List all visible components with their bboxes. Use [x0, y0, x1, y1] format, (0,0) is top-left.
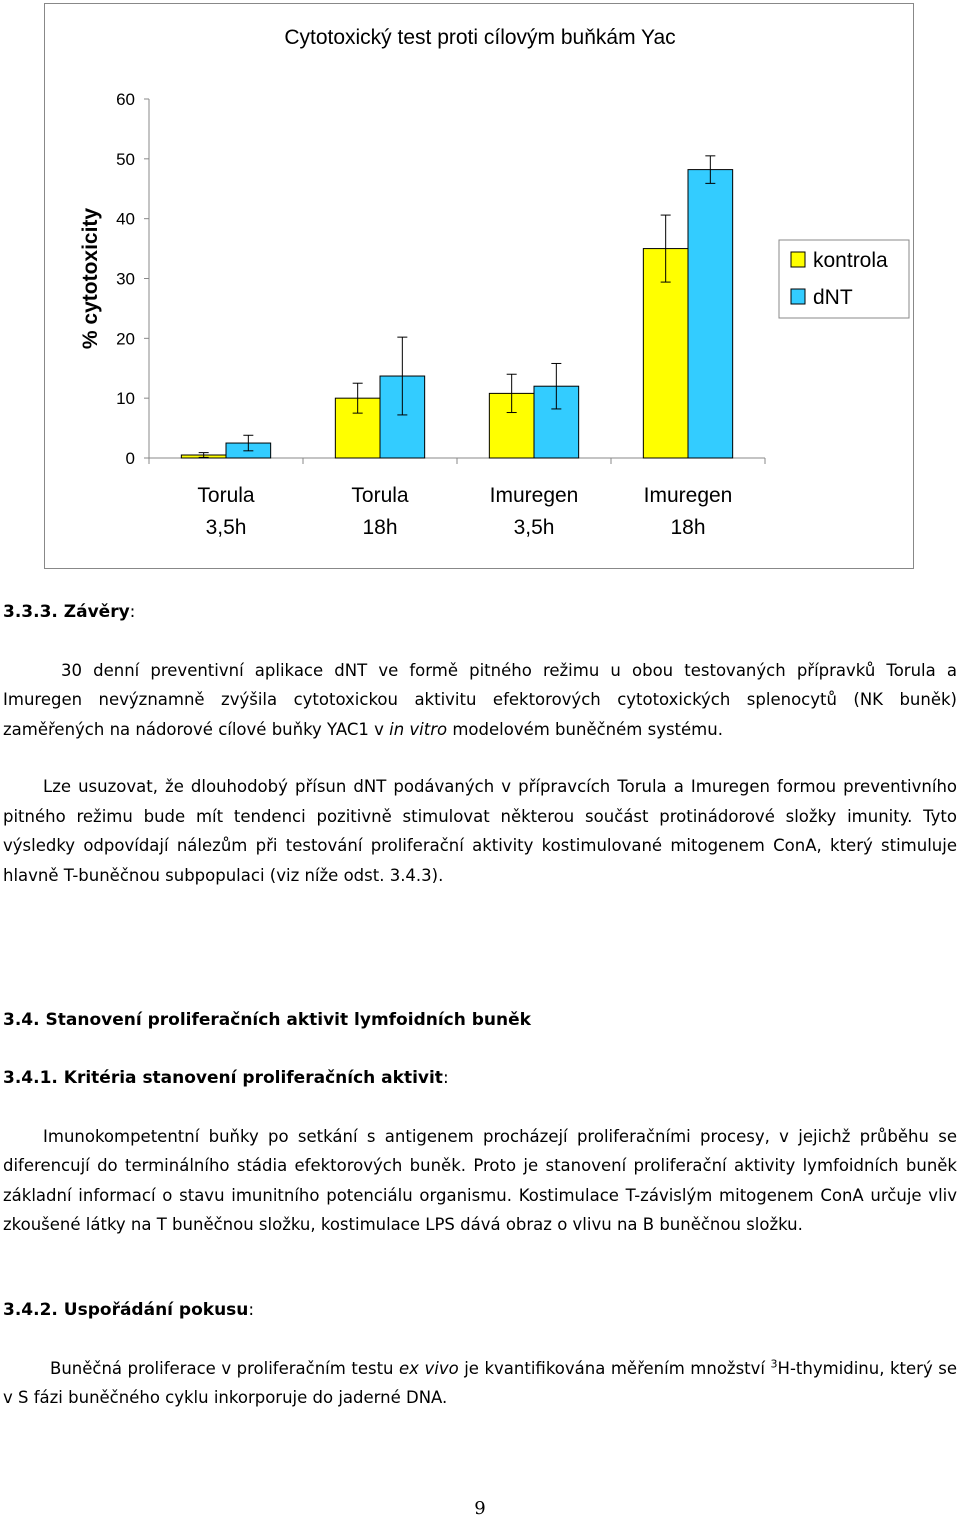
heading-number: 3.4. — [3, 1010, 40, 1030]
x-tick-label: 18h — [362, 516, 398, 539]
chart-frame — [44, 3, 914, 569]
page-number: 9 — [474, 1498, 486, 1519]
x-tick-label: 18h — [670, 516, 706, 539]
italic-run: ex vivo — [399, 1358, 459, 1378]
chart-title: Cytotoxický test proti cílovým buňkám Yac — [284, 26, 676, 49]
y-axis-label: % cytotoxicity — [79, 207, 102, 350]
paragraph-zavery-1 — [3, 656, 957, 745]
paragraph-3-4-1: Imunokompetentní buňky po setkání s antigenem procházejí proliferačními procesy, v jejichž průběhu se diferencují do terminálního stádia efektorových buněk. Proto je stanovení proliferační aktivity lymfoidních buněk základní informací o stavu imunitního potenciálu organismu. Kostimulace T-závislým mitogenem ConA určuje vliv zkoušené látky na T buněčnou složku, kostimulace LPS dává obraz o vlivu na B buněčnou složku. — [3, 1126, 957, 1234]
x-tick-label: Torula — [197, 484, 255, 507]
italic-run: in vitro — [389, 719, 448, 739]
text-run: H-thymidinu, který se v S fázi buněčného cyklu inkorporuje do jaderné DNA. — [3, 1358, 957, 1407]
heading-3-4-1 — [3, 1064, 957, 1094]
section-3-4-1 — [3, 1064, 957, 1240]
y-tick-label: 10 — [116, 389, 135, 409]
x-tick-label: Torula — [351, 484, 409, 507]
legend-label-kontrola: kontrola — [813, 249, 888, 272]
legend-swatch-kontrola — [791, 252, 805, 267]
text-run: modelovém buněčném systému. — [447, 719, 723, 739]
heading-title: Kritéria stanovení proliferačních aktivit — [63, 1068, 443, 1088]
heading-title: Stanovení proliferačních aktivit lymfoidních buněk — [45, 1010, 531, 1030]
heading-colon: : — [129, 602, 136, 622]
x-tick-label: Imuregen — [643, 484, 733, 507]
paragraph-zavery-2: Lze usuzovat, že dlouhodobý přísun dNT podávaných v přípravcích Torula a Imuregen formou preventivního pitného režimu bude mít tendenci pozitivně stimulovat některou součást protinádorové složky imunity. Tyto výsledky odpovídají nálezům při testování proliferační aktivity kostimulované mitogenem ConA, který stimuluje hlavně T-buněčnou subpopulaci (viz níže odst. 3.4.3). — [3, 777, 957, 885]
paragraph-3-4-2 — [3, 1354, 957, 1413]
heading-3-4 — [3, 1006, 957, 1036]
heading-3-4-2 — [3, 1296, 957, 1326]
x-tick-label: Imuregen — [489, 484, 579, 507]
y-tick-label: 0 — [125, 449, 135, 468]
bar-chart — [45, 4, 915, 570]
heading-colon: : — [442, 1068, 449, 1088]
section-3-4-2 — [3, 1296, 957, 1413]
text-run: je kvantifikována měřením množství — [458, 1358, 771, 1378]
section-zavery — [3, 598, 957, 890]
x-tick-label: 3,5h — [205, 516, 247, 539]
text-run: Buněčná proliferace v proliferačním testu — [50, 1358, 400, 1378]
x-tick-label: 3,5h — [513, 516, 555, 539]
heading-number: 3.3.3. — [3, 602, 58, 622]
y-tick-label: 50 — [116, 149, 135, 169]
heading-title: Závěry — [63, 602, 130, 622]
heading-number: 3.4.1. — [3, 1068, 58, 1088]
y-tick-label: 60 — [116, 90, 135, 109]
y-tick-label: 30 — [116, 269, 135, 289]
heading-number: 3.4.2. — [3, 1300, 58, 1320]
bar-dNT-3 — [688, 170, 733, 458]
legend-swatch-dNT — [791, 289, 805, 304]
legend-label-dNT: dNT — [813, 286, 853, 309]
section-3-4 — [3, 1006, 957, 1036]
text-run: 30 denní preventivní aplikace dNT ve formě pitného režimu u obou testovaných přípravků Torula a Imuregen nevýznamně zvýšila cytotoxickou aktivitu efektorových cytotoxických splenocytů (NK buněk) zaměřených na nádorové cílové buňky YAC1 v — [3, 660, 957, 739]
y-tick-label: 40 — [116, 209, 135, 229]
heading-title: Uspořádání pokusu — [63, 1300, 249, 1320]
superscript-run: 3 — [770, 1357, 778, 1370]
y-tick-label: 20 — [116, 329, 135, 349]
heading-zavery — [3, 598, 957, 628]
heading-colon: : — [248, 1300, 255, 1320]
